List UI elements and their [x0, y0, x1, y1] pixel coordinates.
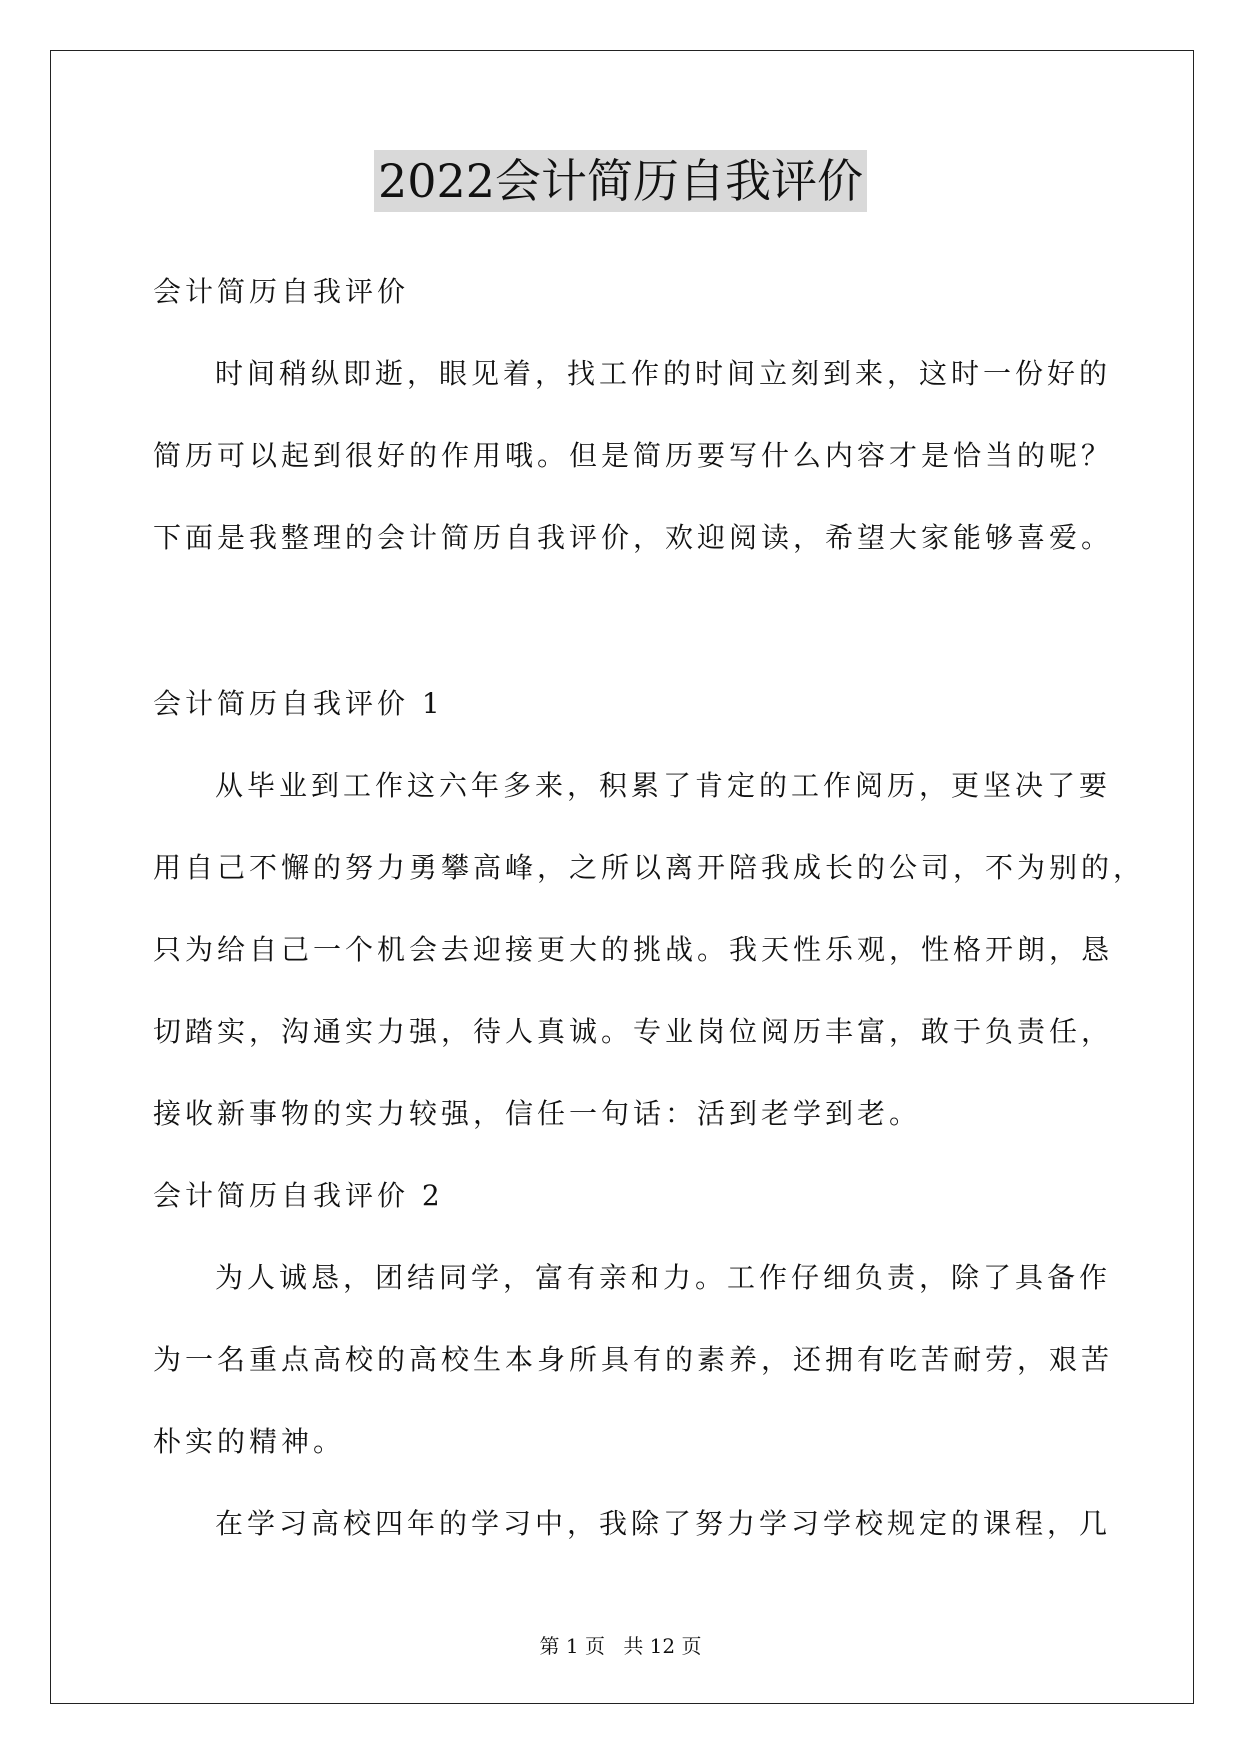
paragraph-line: 会计简历自我评价 — [153, 275, 410, 308]
paragraph-line: 时间稍纵即逝，眼见着，找工作的时间立刻到来，这时一份好的 — [215, 357, 1112, 390]
page-total: 共 12 页 — [623, 1634, 702, 1658]
paragraph-line: 接收新事物的实力较强，信任一句话：活到老学到老。 — [153, 1097, 922, 1130]
paragraph-line: 为人诚恳，团结同学，富有亲和力。工作仔细负责，除了具备作 — [215, 1261, 1112, 1294]
document-body — [153, 262, 1146, 1576]
paragraph-line: 只为给自己一个机会去迎接更大的挑战。我天性乐观，性格开朗，恳 — [153, 933, 1114, 966]
paragraph-line: 下面是我整理的会计简历自我评价，欢迎阅读，希望大家能够喜爱。 — [153, 521, 1114, 554]
paragraph-line: 用自己不懈的努力勇攀高峰，之所以离开陪我成长的公司，不为别的， — [153, 851, 1146, 884]
section-gap — [153, 590, 1105, 674]
paragraph-line: 从毕业到工作这六年多来，积累了肯定的工作阅历，更坚决了要 — [215, 769, 1112, 802]
section-heading: 会计简历自我评价 2 — [153, 1179, 444, 1212]
paragraph-line: 简历可以起到很好的作用哦。但是简历要写什么内容才是恰当的呢？ — [153, 439, 1114, 472]
document-title: 2022会计简历自我评价 — [374, 150, 867, 212]
paragraph-line: 朴实的精神。 — [153, 1425, 346, 1458]
title-container — [0, 150, 1241, 212]
section-heading: 会计简历自我评价 1 — [153, 687, 444, 720]
paragraph-line: 为一名重点高校的高校生本身所具有的素养，还拥有吃苦耐劳，艰苦 — [153, 1343, 1114, 1376]
paragraph-line: 切踏实，沟通实力强，待人真诚。专业岗位阅历丰富，敢于负责任， — [153, 1015, 1114, 1048]
page-number: 第 1 页 — [539, 1634, 605, 1658]
paragraph-line: 在学习高校四年的学习中，我除了努力学习学校规定的课程，几 — [215, 1507, 1112, 1540]
page-footer — [0, 1630, 1241, 1659]
